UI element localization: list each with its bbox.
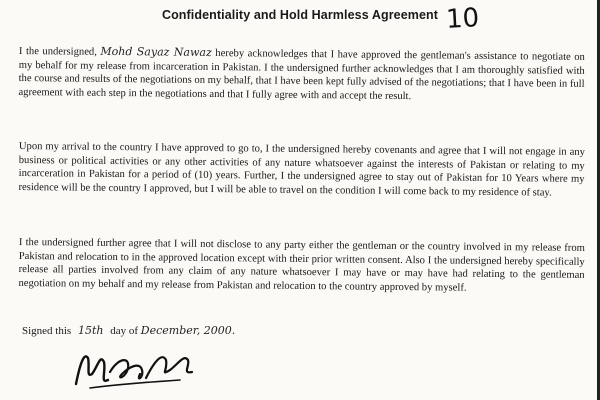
handwritten-page-number: 10 — [445, 3, 480, 35]
signed-label: Signed this — [22, 325, 72, 337]
paragraph-body-text: hereby acknowledges that I have approved the gentleman's assistance to negotiate on my behalf for my release from incarceration in Pakistan. I the undersigned further acknowledges that I am thoroughly satisfied with the course and results of the negotiations on my behalf, that I have been kept fully advised of the negotiations; that I have been in full agreement with each step in the negotiations and that I fully agree with and accept the result. — [18, 48, 585, 102]
document-title: Confidentiality and Hold Harmless Agreement — [161, 8, 439, 22]
paragraph-intro-text: I the undersigned, — [18, 45, 97, 58]
handwritten-date: December, 2000. — [140, 324, 236, 337]
handwritten-day: 15th — [77, 324, 104, 337]
handwritten-name: Mohd Sayaz Nawaz — [100, 44, 212, 60]
signed-day-of: day of — [110, 325, 139, 337]
signed-date-line — [22, 324, 235, 337]
handwritten-signature — [70, 344, 200, 399]
paragraph-confidentiality: I the undersigned further agree that I will not disclose to any party either the gentleman or the country involved in my release from Pakistan and relocation to in the approved location except with their prior written consent. Also I the undersigned hereby specifically release all parties involved from any claim of any nature whatsoever I may have or may have had relating to the gentleman negotiation on my behalf and my release from Pakistan and relocation to the country approved by myself. — [18, 236, 585, 294]
paragraph-acknowledgement — [18, 44, 585, 105]
signature-drawing — [70, 344, 200, 394]
paragraph-covenant: Upon my arrival to the country I have approved to go to, I the undersigned hereby covenants and agree that I will not engage in any business or political activities or any other activities of any nature whatsoever against the interests of Pakistan or relating to my incarceration in Pakistan for a period of (10) years. Further, I the undersigned agree to stay out of Pakistan for 10 Years where my residence will be the country I approved, but I will be able to travel on the condition I will come back to my residence of stay. — [18, 140, 585, 199]
